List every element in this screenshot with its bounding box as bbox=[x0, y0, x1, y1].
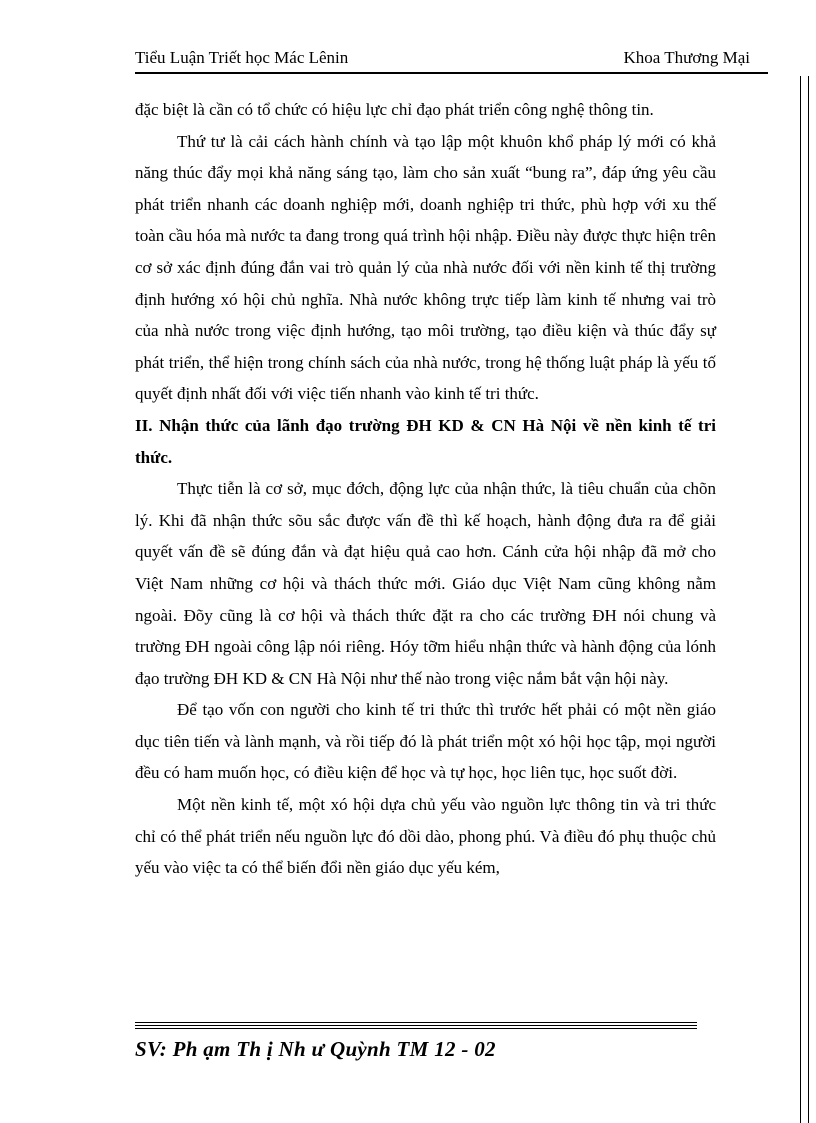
footer-rule bbox=[135, 1022, 697, 1023]
paragraph-knowledge-economy: Một nền kinh tế, một xó hội dựa chủ yếu vào nguồn lực thông tin và tri thức chỉ có thể phát triển nếu nguồn lực đó dồi dào, phong phú. Và điều đó phụ thuộc chủ yếu vào việc ta có thể biến đổi nền giáo dục yếu kém, bbox=[135, 795, 716, 878]
document-body bbox=[135, 94, 716, 884]
footer-rule bbox=[135, 1028, 697, 1029]
header-rule bbox=[135, 72, 768, 74]
header-course-title: Tiểu Luận Triết học Mác Lênin bbox=[135, 48, 349, 67]
header-faculty: Khoa Thương Mại bbox=[623, 48, 750, 67]
paragraph-continued: đặc biệt là cần có tổ chức có hiệu lực chỉ đạo phát triển công nghệ thông tin. bbox=[135, 100, 654, 119]
paragraph-practice: Thực tiễn là cơ sở, mục đớch, động lực của nhận thức, là tiêu chuẩn của chõn lý. Khi đã nhận thức sõu sắc được vấn đề thì kế hoạch, hành động đưa ra để giải quyết vấn đề sẽ đúng đắn và đạt hiệu quả cao hơn. Cánh cửa hội nhập đã mở cho Việt Nam những cơ hội và thách thức mới. Giáo dục Việt Nam cũng không nằm ngoài. Đõy cũng là cơ hội và thách thức đặt ra cho các trường ĐH nói chung và trường ĐH ngoài công lập nói riêng. Hóy tỡm hiểu nhận thức và hành động của lónh đạo trường ĐH KD & CN Hà Nội như thế nào trong việc nắm bắt vận hội này. bbox=[135, 479, 716, 688]
page-border-line bbox=[800, 76, 801, 1123]
paragraph-education: Để tạo vốn con người cho kinh tế tri thức thì trước hết phải có một nền giáo dục tiên tiến và lành mạnh, và rồi tiếp đó là phát triển một xó hội học tập, mọi người đều có ham muốn học, có điều kiện để học và tự học, học liên tục, học suốt đời. bbox=[135, 700, 716, 783]
footer-rule bbox=[135, 1025, 697, 1026]
page-header bbox=[135, 48, 768, 74]
paragraph-administrative-reform: Thứ tư là cải cách hành chính và tạo lập một khuôn khổ pháp lý mới có khả năng thúc đẩy mọi khả năng sáng tạo, làm cho sản xuất “bung ra”, đáp ứng yêu cầu phát triển nhanh các doanh nghiệp mới, doanh nghiệp tri thức, phù hợp với xu thế toàn cầu hóa mà nước ta đang trong quá trình hội nhập. Điều này được thực hiện trên cơ sở xác định đúng đắn vai trò quản lý của nhà nước đối với nền kinh tế thị trường định hướng xó hội chủ nghĩa. Nhà nước không trực tiếp làm kinh tế nhưng vai trò của nhà nước trong việc định hướng, tạo môi trường, tạo điều kiện và thúc đẩy sự phát triển, thể hiện trong chính sách của nhà nước, trong hệ thống luật pháp là yếu tố quyết định nhất đối với việc tiến nhanh vào kinh tế tri thức. bbox=[135, 131, 716, 404]
footer-student-name: SV: Ph ạm Th ị Nh ư Quỳnh TM 12 - 02 bbox=[135, 1037, 496, 1061]
section-heading: II. Nhận thức của lãnh đạo trường ĐH KD & CN Hà Nội về nền kinh tế tri thức. bbox=[135, 415, 716, 467]
page-footer bbox=[135, 1022, 697, 1062]
page-border-line bbox=[808, 76, 809, 1123]
